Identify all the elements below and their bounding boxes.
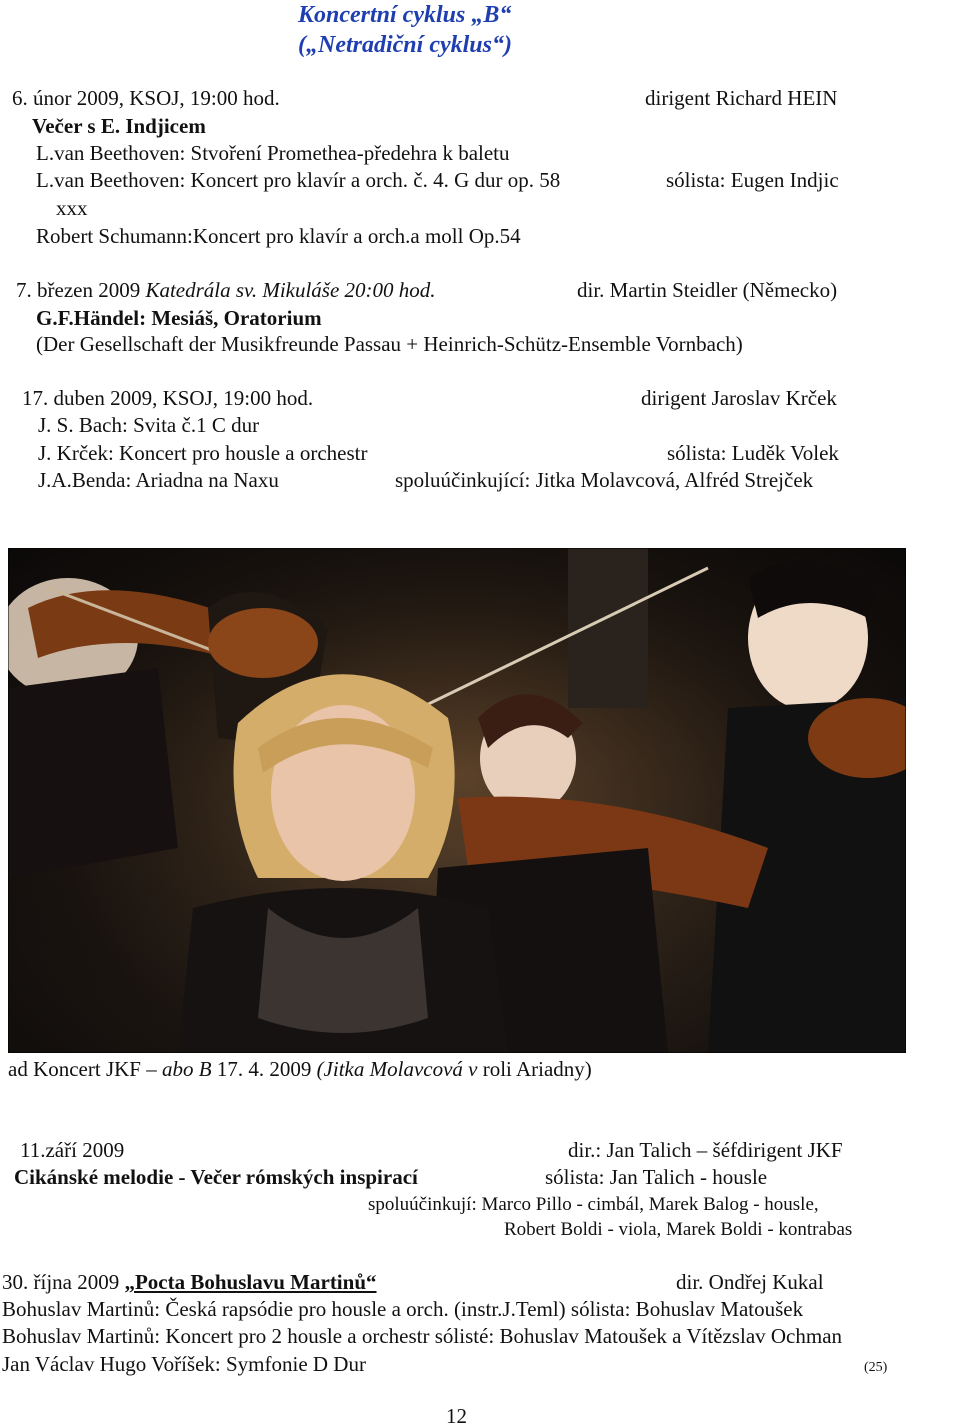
concert4-name: Cikánské melodie - Večer rómských inspirací [14, 1165, 418, 1189]
concert1-separator: xxx [56, 196, 88, 220]
concert1-line2: L.van Beethoven: Koncert pro klavír a orch. č. 4. G dur op. 58 [36, 168, 561, 192]
caption-part-1: ad Koncert JKF – [8, 1057, 162, 1081]
page-number: 12 [446, 1404, 467, 1428]
concert1-conductor: dirigent Richard HEIN [645, 86, 838, 110]
title-line-1: Koncertní cyklus „B“ [298, 2, 512, 28]
concert2-date [16, 278, 436, 302]
concert5-conductor: dir. Ondřej Kukal [676, 1270, 824, 1294]
concert3-date: 17. duben 2009, KSOJ, 19:00 hod. [22, 386, 314, 410]
concert5-date [2, 1270, 377, 1294]
concert2-conductor: dir. Martin Steidler (Německo) [577, 278, 838, 302]
concert2-ensemble: (Der Gesellschaft der Musikfreunde Passau + Heinrich-Schütz-Ensemble Vornbach) [36, 332, 743, 356]
title-line-2: („Netradiční cyklus“) [298, 32, 512, 58]
concert3-line3: J.A.Benda: Ariadna na Naxu [38, 468, 279, 492]
concert3-soloist: sólista: Luděk Volek [667, 441, 839, 465]
concert5-note: (25) [864, 1360, 888, 1375]
concert2-name: G.F.Händel: Mesiáš, Oratorium [36, 306, 322, 330]
concert3-conductor: dirigent Jaroslav Krček [641, 386, 837, 410]
concert4-guests-2: Robert Boldi - viola, Marek Boldi - kontrabas [504, 1219, 853, 1240]
concert5-name: „Pocta Bohuslavu Martinů“ [124, 1270, 377, 1294]
concert4-guests-1: spoluúčinkují: Marco Pillo - cimbál, Marek Balog - housle, [368, 1194, 819, 1215]
concert2-venue: Katedrála sv. Mikuláše 20:00 hod. [145, 278, 436, 302]
caption-part-4: (Jitka Molavcová v [316, 1057, 478, 1081]
concert-photo [8, 548, 906, 1053]
caption-part-3: 17. 4. 2009 [211, 1057, 317, 1081]
concert4-soloist: sólista: Jan Talich - housle [545, 1165, 768, 1189]
concert1-date: 6. únor 2009, KSOJ, 19:00 hod. [12, 86, 280, 110]
concert1-line1: L.van Beethoven: Stvoření Promethea-předehra k baletu [36, 141, 510, 165]
concert4-date: 11.září 2009 [20, 1138, 125, 1162]
concert3-line2: J. Krček: Koncert pro housle a orchestr [38, 441, 368, 465]
concert5-line2: Bohuslav Martinů: Koncert pro 2 housle a orchestr sólisté: Bohuslav Matoušek a Vítězslav Ochman [2, 1324, 843, 1348]
concert4-conductor: dir.: Jan Talich – šéfdirigent JKF [568, 1138, 843, 1162]
concert1-line3: Robert Schumann:Koncert pro klavír a orch.a moll Op.54 [36, 224, 521, 248]
concert3-guests: spoluúčinkující: Jitka Molavcová, Alfréd Strejček [395, 468, 814, 492]
concert2-date-text: 7. březen 2009 [16, 278, 146, 302]
caption-part-2: abo B [161, 1057, 212, 1081]
concert5-line3: Jan Václav Hugo Voříšek: Symfonie D Dur [2, 1352, 366, 1376]
concert1-name: Večer s E. Indjicem [32, 114, 206, 138]
photo-caption [8, 1057, 592, 1081]
concert5-date-text: 30. října 2009 [2, 1270, 125, 1294]
concert3-line1: J. S. Bach: Svita č.1 C dur [38, 413, 260, 437]
photo-illustration [8, 548, 906, 1053]
caption-part-5: roli Ariadny) [477, 1057, 592, 1081]
concert1-soloist: sólista: Eugen Indjic [666, 168, 839, 192]
concert5-line1: Bohuslav Martinů: Česká rapsódie pro housle a orch. (instr.J.Teml) sólista: Bohuslav Matoušek [2, 1297, 804, 1321]
